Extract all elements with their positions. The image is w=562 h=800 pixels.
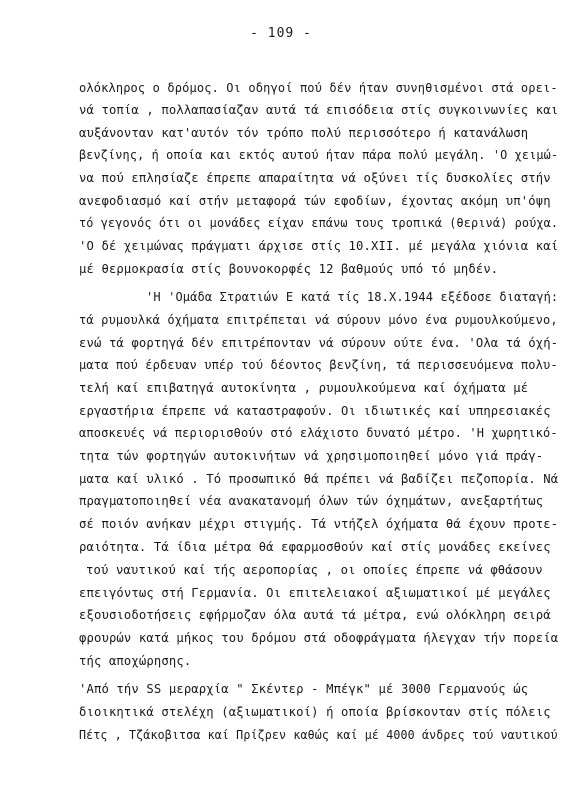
text-line: τής αποχώρησης.: [79, 654, 192, 668]
text-line: ολόκληρος ο δρόμος. Οι οδηγοί πού δέν ήταν συνηθισμένοι στά ορει-: [79, 81, 558, 95]
text-line: τητα τών φορτηγών αυτοκινήτων νά χρησιμοποιηθεί μόνο γιά πράγ-: [79, 449, 544, 463]
text-line: βενζίνης, ή οποία και εκτός αυτού ήταν πάρα πολύ μεγάλη. 'Ο χειμώ-: [79, 148, 559, 162]
text-line: Πέτς , Τζάκοβιτσα καί Πρίζρεν καθώς καί μέ 4000 άνδρες τού ναυτικού: [79, 728, 558, 742]
text-line: 'Η 'Ομάδα Στρατιών Ε κατά τίς 18.X.1944 εξέδοσε διαταγή:: [146, 290, 559, 304]
text-line: νά τοπία , πολλαπασίαζαν αυτά τά επισόδεια στίς συγκοινωνίες και: [79, 103, 559, 117]
text-line: μέ θερμοκρασία στίς βουνοκορφές 12 βαθμούς υπό τό μηδέν.: [79, 262, 499, 276]
text-line: 'Από τήν SS μεραρχία " Σκέντερ - Μπέγκ" μέ 3000 Γερμανούς ώς: [79, 682, 529, 696]
text-line: 'Ο δέ χειμώνας πράγματι άρχισε στίς 10.XII. μέ μεγάλα χιόνια καί: [79, 239, 559, 253]
text-line: εξουσιοδοτήσεις εφήρμοζαν όλα αυτά τά μέτρα, ενώ ολόκληρη σειρά: [79, 608, 551, 622]
text-line: επειγόντως στή Γερμανία. Οι επιτελειακοί αξιωματικοί μέ μεγάλες: [79, 586, 551, 600]
text-line: ραιότητα. Τά ίδια μέτρα θά εφαρμοσθούν καί στίς μονάδες εκείνες: [79, 540, 551, 554]
text-line: να πού επλησίαζε έπρεπε απαραίτητα νά οξύνει τίς δυσκολίες στήν: [79, 171, 551, 185]
text-line: τά ρυμουλκά όχήματα επιτρέπεται νά σύρουν μόνο ένα ρυμουλκούμενο,: [79, 313, 558, 327]
text-line: τού ναυτικού καί τής αεροπορίας , οι οποίες έπρεπε νά φθάσουν: [86, 563, 543, 577]
text-line: αυξάνονταν κατ'αυτόν τόν τρόπο πολύ περισσότερο ή κατανάλωση: [79, 126, 529, 140]
text-line: ανεφοδιασμό καί στήν μεταφορά τών εφοδίων, έχοντας ακόμη υπ'όψη: [79, 194, 551, 208]
text-line: τό γεγονός ότι οι μονάδες είχαν επάνω τους τροπικά (θερινά) ρούχα.: [79, 216, 559, 230]
text-line: σέ ποιόν ανήκαν μέχρι στιγμής. Τά ντήζελ όχήματα θά έχουν προτε-: [79, 517, 559, 531]
page-number: - 109 -: [250, 26, 312, 41]
text-line: αποσκευές νά περιορισθούν στό ελάχιστο δυνατό μέτρο. 'Η χωρητικό-: [79, 426, 558, 440]
text-line: διοικητικά στελέχη (αξιωματικοί) ή οποία βρίσκονταν στίς πόλεις: [79, 705, 551, 719]
text-line: ματα καί υλικό . Τό προσωπικό θά πρέπει νά βαδίζει πεζοπορία. Νά: [79, 472, 559, 486]
text-line: εργαστήρια έπρεπε νά καταστραφούν. Οι ιδιωτικές καί υπηρεσιακές: [79, 404, 551, 418]
text-line: τελή καί επιβατηγά αυτοκίνητα , ρυμουλκούμενα καί όχήματα μέ: [79, 381, 529, 395]
text-line: πραγματοποιηθεί νέα ανακατανομή όλων τών όχημάτων, ανεξαρτήτως: [79, 494, 544, 508]
text-line: ματα πού έρδευαν υπέρ τού δέοντος βενζίνη, τά περισσευόμενα πολυ-: [79, 358, 558, 372]
text-line: φρουρών κατά μήκος του δρόμου στά οδοφράγματα ήλεγχαν τήν πορεία: [79, 631, 559, 645]
text-line: ενώ τά φορτηγά δέν επιτρέπονταν νά σύρουν ούτε ένα. 'Ολα τά όχή-: [79, 336, 559, 350]
